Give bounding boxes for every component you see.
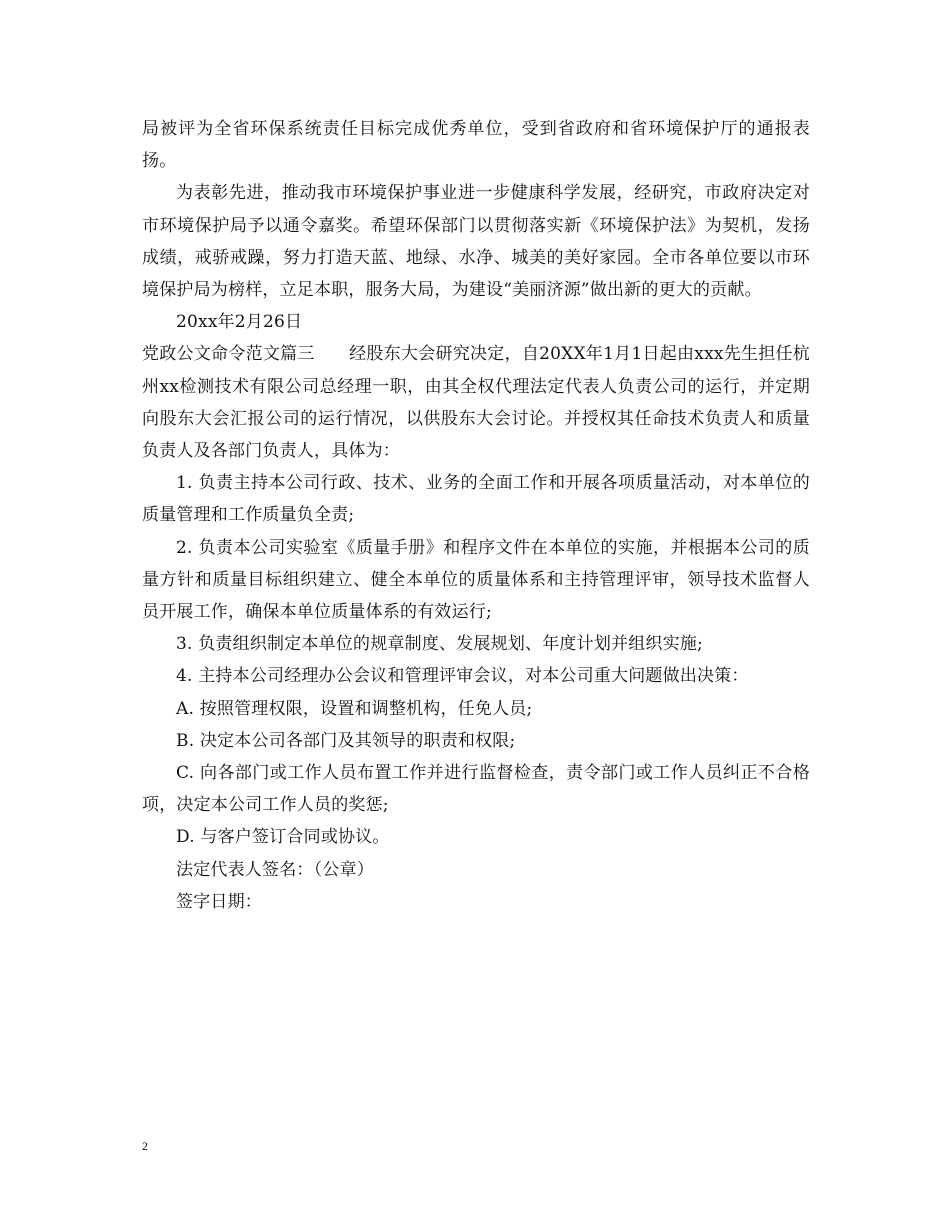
document-body [142,113,810,918]
list-item-1: 1. 负责主持本公司行政、技术、业务的全面工作和开展各项质量活动，对本单位的质量管理和工作质量负全责; [142,473,810,526]
sub-item-b: B. 决定本公司各部门及其领导的职责和权限; [176,730,516,751]
paragraph-2: 为表彰先进，推动我市环境保护事业进一步健康科学发展，经研究，市政府决定对市环境保护局予以通令嘉奖。希望环保部门以贯彻落实新《环境保护法》为契机，发扬成绩，戒骄戒躁，努力打造天蓝、地绿、水净、城美的美好家园。全市各单位要以市环境保护局为榜样，立足本职，服务大局，为建设“美丽济源”做出新的更大的贡献。 [142,183,810,301]
list-item-4: 4. 主持本公司经理办公会议和管理评审会议，对本公司重大问题做出决策： [176,666,749,687]
paragraph-section-three: 党政公文命令范文篇三 经股东大会研究决定，自20XX年1月1日起由xxx先生担任杭州xx检测技术有限公司总经理一职，由其全权代理法定代表人负责公司的运行，并定期向股东大会汇报公司的运行情况，以供股东大会讨论。并授权其任命技术负责人和质量负责人及各部门负责人，具体为： [142,344,810,462]
sub-item-d: D. 与客户签订合同或协议。 [176,827,390,848]
date-line: 20xx年2月26日 [176,312,303,333]
sign-date-line: 签字日期： [176,891,262,912]
page-number: 2 [142,1139,148,1153]
signature-line: 法定代表人签名：（公章） [176,859,374,880]
sub-item-a: A. 按照管理权限，设置和调整机构，任免人员; [176,698,533,719]
list-item-3: 3. 负责组织制定本单位的规章制度、发展规划、年度计划并组织实施; [176,634,703,655]
paragraph-1: 局被评为全省环保系统责任目标完成优秀单位，受到省政府和省环境保护厅的通报表扬。 [142,119,810,172]
sub-item-c: C. 向各部门或工作人员布置工作并进行监督检查，责令部门或工作人员纠正不合格项，决定本公司工作人员的奖惩; [142,763,810,816]
list-item-2: 2. 负责本公司实验室《质量手册》和程序文件在本单位的实施，并根据本公司的质量方针和质量目标组织建立、健全本单位的质量体系和主持管理评审，领导技术监督人员开展工作，确保本单位质量体系的有效运行; [142,537,810,623]
